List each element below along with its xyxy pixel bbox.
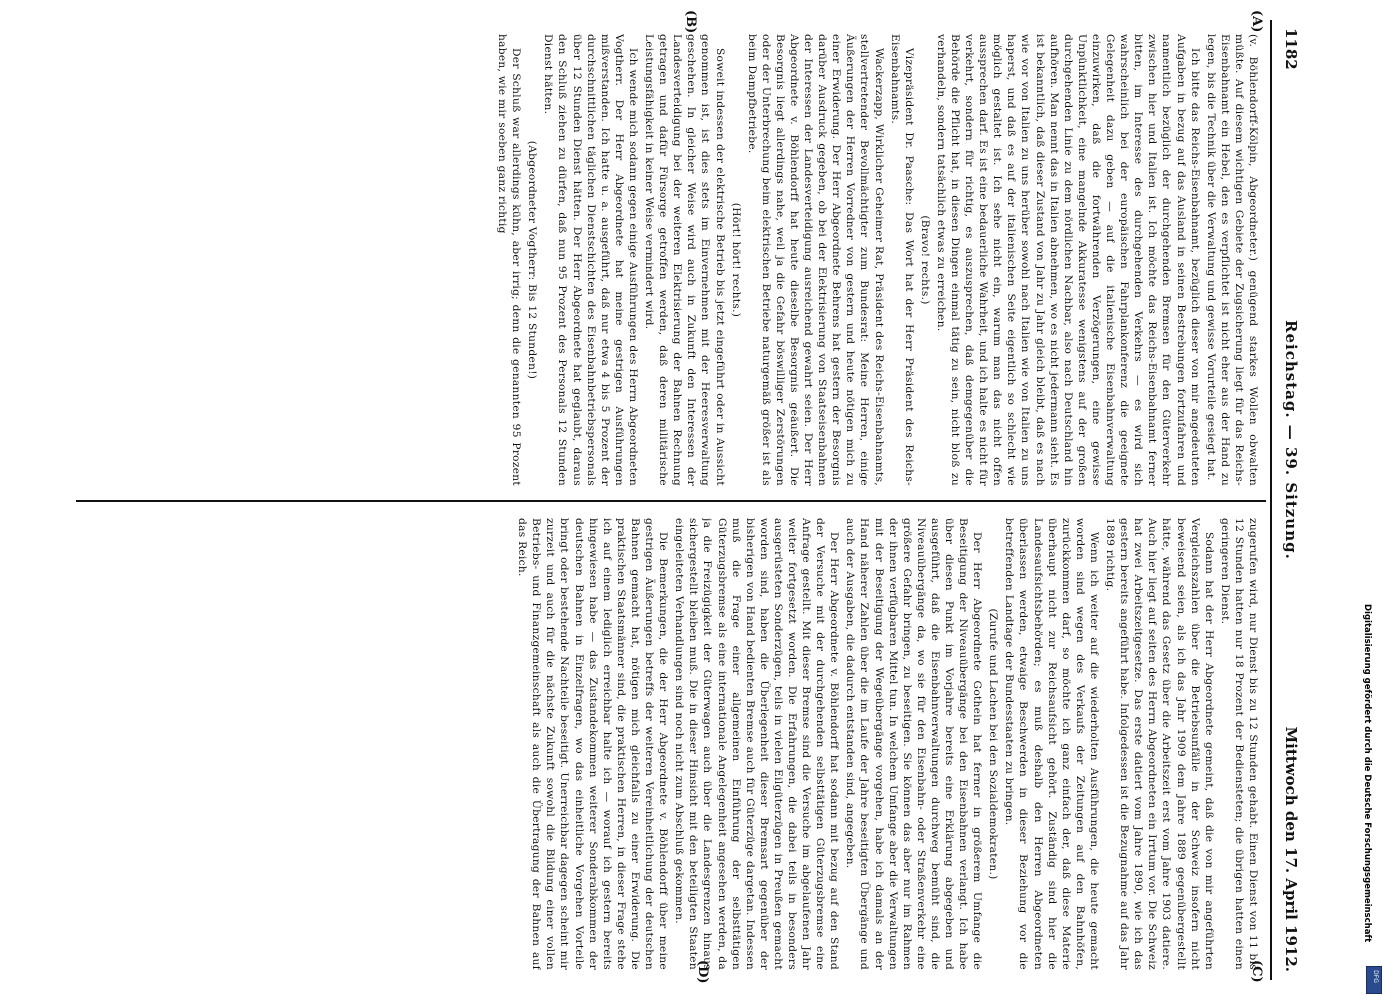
interjection: (Hört! hört! rechts.) <box>729 202 742 318</box>
paragraph: (v. Böhlendorff-Kölpin, Abgeordneter.) genügend starkes Wollen obwalten müßte. Auf diesem wichtigen Gebiete der Zugsicherung liegt für das Reichs-Eisenbahnamt ein Hebel, den es verpflichtet ist nicht eher aus der Hand zu legen, bis die Technik über die Verwaltung und gewisse Vorurteile gesiegt hat. <box>1204 34 1259 486</box>
interjection: (Zurufe und Lachen bei den Sozialdemokraten.) <box>987 608 1000 880</box>
paragraph: Die Bemerkungen, die der Herr Abgeordnete v. Böhlendorff über meine gestrigen Äußerungen betreffs der weiteren Vereinheitlichung der deutschen Bahnen gemacht hat, nötigen mich gleichfalls zu einer Erwiderung. Die praktischen Staatsmänner sind, die praktischen Herren, in dieser Frage stehe ich auf einem lediglich erreichbar halte ich — worauf ich gestern bereits hingewiesen habe — das Zustandekommen weiterer Sonderabkommen der deutschen Bahnen in Einzelfragen, wo das einheitliche Vorgehen Vorteile bringt oder bestehende Nachteile beseitigt. Unerreichbar dagegen scheint mir zurzeit und auch für die nächste Zukunft sowohl die Bildung einer vollen Betriebs- und Finanzgemeinschaft als auch die Übertragung der Bahnen auf das Reich. <box>516 518 670 970</box>
paragraph: Sodann hat der Herr Abgeordnete gemeint, daß die von mir angeführten Vergleichszahlen über die Betriebsunfälle in der Schweiz insofern nicht beweisend seien, als ich das Jahr 1909 dem Jahre 1889 gegenübergestellt hätte, während das Gesetz über die Arbeitszeit erst vom Jahre 1903 datiere. Auch hier liegt auf seiten des Herrn Abgeordneten ein Irrtum vor. Die Schweiz hat zwei Arbeitszeitgesetze. Das erste datiert vom Jahre 1890, wie ich das gestern bereits angeführt habe. Infolgedessen ist die Bezugnahme auf das Jahr 1889 richtig. <box>1104 518 1215 970</box>
interjection: (Abgeordneter Vogtherr: Bis 12 Stunden!) <box>526 140 539 380</box>
page-number: 1182 <box>1282 28 1300 70</box>
paragraph: Ich bitte das Reichs-Eisenbahnamt, bezüglich dieser von mir angedeuteten Aufgaben in bezug auf das Ausland in seinen Bestrebungen fortzufahren und namentlich bezüglich der durchgehenden Bremsen für den Güterverkehr zwischen hier und Italien ist. Ich möchte das Reichs-Eisenbahnamt ferner bitten, im Interesse des durchgehenden Verkehrs — es wird sich wahrscheinlich bei der europäischen Fahrplankonferenz die geeignete Gelegenheit dazu geben — auf die italienische Eisenbahnverwaltung einzuwirken, daß die fortwährenden Verzögerungen, eine gewisse Unpünktlichkeit, eine mangelnde Akkuratesse wenigstens auf der großen durchgehenden Linie zu dem nördlichen Nachbar, also nach Deutschland hin aufhören. Man nennt das in Italien abnehmen, wo es nicht jedermann sieht. Es ist bekanntlich, daß dieser Zustand von Jahr zu Jahr gleich bleibt, daß es nach wie vor von Italien zu uns herüber sowohl nach Italien wie von Italien zu uns haperst, und daß es auf der italienischen Seite eigentlich so schlecht wie möglich gestaltet ist. Ich sehe nicht ein, warum man das nicht offen aussprechen darf. Es ist eine bedauerliche Wahrheit, und ich halte es nicht für verkehrt, sondern für richtig, es auszusprechen, daß demgegenüber die Behörde die Pflicht hat, in diesen Dingen einmal tätig zu sein, nicht bloß zu verhandeln, sondern tatsächlich etwas zu erreichen. <box>934 34 1201 486</box>
dfg-logo-text: DFG <box>1371 970 1379 983</box>
paragraph: Vizepräsident Dr. Paasche: Das Wort hat der Herr Präsident des Reichs-Eisenbahnamts. <box>888 34 915 486</box>
page-date: Mittwoch den 17. April 1912. <box>1282 726 1300 972</box>
paragraph: Ich wende mich sodann gegen einige Ausführungen des Herrn Abgeordneten Vogtherr. Der Herr Abgeordnete hat meine gestrigen Ausführungen mißverstanden. Ich hatte u. a. ausgeführt, daß nur etwa 4 bis 5 Prozent der durchschnittlichen täglichen Dienstschichten des Eisenbahnbetriebspersonals über 12 Stunden Dienst hätten. Der Herr Abgeordnete hat geglaubt, daraus den Schluß ziehen zu dürfen, daß nun 95 Prozent des Personals 12 Stunden Dienst hätten. <box>542 34 639 486</box>
paragraph: Der Herr Abgeordnete v. Böhlendorff hat sodann mit bezug auf den Stand der Versuche mit der durchgehenden selbsttätigen Güterzugsbremse eine Anfrage gestellt. Mit dieser Bremse sind die Versuche im abgelaufenen Jahr weiter fortgesetzt worden. Die Erfahrungen, die dabei teils in besonders ausgerüsteten Sonderzügen, teils in vielen Eilgüterzügen in Preußen gemacht worden sind, haben die Überlegenheit dieser Bremsart gegenüber der bisherigen von Hand bedienten Bremse auch für Güterzüge dargetan. Indessen muß die Frage einer allgemeinen Einführung der selbsttätigen Güterzugsbremse als eine internationale Angelegenheit angesehen werden, da ja die Freizügigkeit der Güterwagen auch über die Landesgrenzen hinaus sichergestellt bleiben muß. Die in dieser Hinsicht mit den beteiligten Staaten eingeleiteten Verhandlungen sind noch nicht zum Abschluß gekommen. <box>673 518 841 970</box>
column-separator <box>76 500 1266 502</box>
page-header <box>1266 20 1310 980</box>
left-column <box>80 34 1260 486</box>
margin-marker-d: (D) <box>695 960 710 984</box>
header-rule <box>1270 20 1272 980</box>
margin-marker-a: (A) <box>1249 10 1264 33</box>
dfg-logo <box>1366 966 1382 994</box>
paragraph: Der Schluß war allerdings kühn, aber irrig; denn die genannten 95 Prozent haben, wie mir soeben ganz richtig <box>496 34 523 486</box>
page-title: Reichstag. — 39. Sitzung. <box>1282 320 1300 560</box>
paragraph: Wackerzapp, Wirklicher Geheimer Rat, Präsident des Reichs-Eisenbahnamts, stellvertretender Bevollmächtigter zum Bundesrat: Meine Herren, einige Äußerungen der Herren Vorredner von gestern und heute nötigen mich zu einer Erwiderung. Der Herr Abgeordnete Behrens hat gestern der Besorgnis darüber Ausdruck gegeben, ob bei der Elektrisierung von Staatseisenbahnen der Interessen der Landesverteidigung ausreichend gewahrt seien. Der Herr Abgeordnete v. Böhlendorff hat heute dieselbe Besorgnis geäußert. Die Besorgnis liegt allerdings nahe, weil ja die Gefahr böswilliger Zerstörungen oder der Unterbrechung beim elektrischen Betriebe naturgemäß größer ist als beim Dampfbetriebe. <box>745 34 885 486</box>
paragraph: Soweit indessen der elektrische Betrieb bis jetzt eingeführt oder in Aussicht genommen ist, ist dies stets im Einvernehmen mit der Heeresverwaltung geschehen. In gleicher Weise wird auch in Zukunft den Interessen der Landesverteidigung bei der weiteren Elektrisierung der Bahnen Rechnung getragen und dafür Fürsorge getroffen werden, daß deren militärische Leistungsfähigkeit in keiner Weise vermindert wird. <box>643 34 726 486</box>
interjection: (Bravo! rechts.) <box>918 215 931 305</box>
margin-marker-c: (C) <box>1249 960 1264 983</box>
paragraph: zugerufen wird, nur Dienst bis zu 12 Stunden gehabt. Einen Dienst von 11 bis 12 Stunden hatten nur 18 Prozent der Bediensteten; die übrigen hatten einen geringeren Dienst. <box>1218 518 1259 970</box>
dfg-credit: Digitalisierung gefördert durch die Deutsche Forschungsgemeinschaft <box>1362 604 1372 943</box>
rotated-page <box>70 10 1310 984</box>
paragraph: Wenn ich weiter auf die wiederholten Ausführungen, die heute gemacht worden sind wegen des Verkaufs der Zeitungen auf den Bahnhöfen, zurückkommen darf, so möchte ich ganz einfach der, daß diese Materie überhaupt nicht zur Reichsaufsicht gehört. Zuständig sind hier die Landesaufsichtsbehörden; es muß deshalb den Herren Abgeordneten überlassen werden, etwaige Beschwerden in dieser Beziehung vor die betreffenden Landtage der Bundesstaaten zu bringen. <box>1003 518 1100 970</box>
margin-marker-b: (B) <box>683 10 698 34</box>
paragraph: Der Herr Abgeordnete Gothein hat ferner in größerem Umfange die Beseitigung der Niveauübergänge bei den Eisenbahnen verlangt. Ich habe über diesen Punkt im Vorjahre bereits eine Erklärung abgegeben und ausgeführt, daß die Eisenbahnverwaltungen durchweg bemüht sind, die Niveauübergänge da, wo sie für den Eisenbahn- oder Straßenverkehr eine größere Gefahr bringen, zu beseitigen. Sie können das aber nur im Rahmen der ihnen verfügbaren Mittel tun. In welchem Umfange aber die Verwaltungen mit der Beseitigung der Wegeübergänge vorgehen, habe ich damals an der Hand näherer Zahlen über die im Laufe der Jahre beseitigten Übergänge und auch der Ausgaben, die dadurch entstanden sind, angegeben. <box>844 518 984 970</box>
right-column <box>80 518 1260 970</box>
